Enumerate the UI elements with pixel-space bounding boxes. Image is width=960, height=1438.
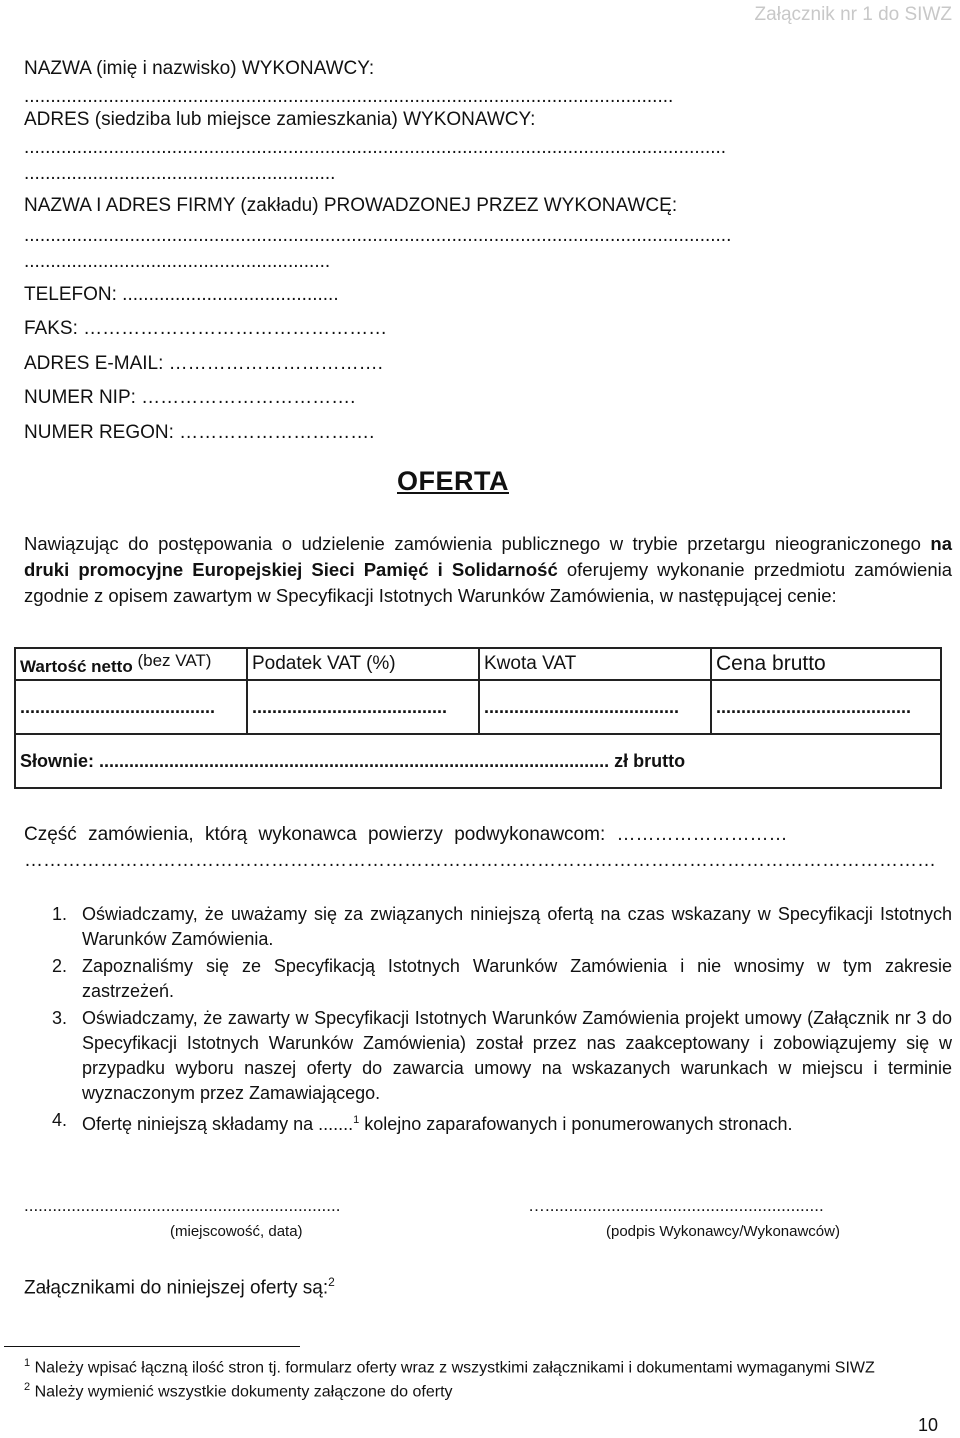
page-number: 10 [917,1415,938,1435]
declaration-item [52,1006,952,1106]
place-date-caption: (miejscowość, data) [170,1223,303,1240]
intro-text-2: oferujemy wykonanie przedmiotu zamówienia zgodnie z opisem zawartym w Specyfikacji Istotnych Warunków Zamówienia, w następującej cenie: [24,559,953,606]
attachments-label [24,1275,335,1299]
phone-label: TELEFON: ......................................... [24,284,339,305]
nip-label: NUMER NIP: ……………………………. [24,387,356,408]
contractor-address-dots: ..................................................................................................................................... [24,137,727,158]
declaration-text: Zapoznaliśmy się ze Specyfikacją Istotnych Warunków Zamówienia i nie wnosimy w tym zakresie zastrzeżeń. [82,956,952,1001]
intro-subject: na druki promocyjne Europejskiej Sieci Pamięć i Solidarność [24,533,952,580]
offer-title: OFERTA [397,466,509,496]
footnote-1 [24,1357,875,1377]
amount-in-words-cell[interactable]: Słownie: ...................................................................................................... zł brutto [15,734,941,788]
vat-amount-header: Kwota VAT [479,648,711,680]
declaration-text: Oświadczamy, że zawarty w Specyfikacji Istotnych Warunków Zamówienia projekt umowy (Załącznik nr 3 do Specyfikacji Istotnych Warunków Zamówienia) został przez nas zaakceptowany i zobowiązujemy się w przypadku wyboru naszej oferty do zawarcia umowy na wskazanych warunkach w miejscu i terminie wyznaczonym przez Zamawiającego. [82,1008,952,1103]
footnote-ref: 2 [328,1275,335,1289]
price-table [14,647,942,789]
footnote-number: 1 [24,1357,31,1369]
company-name-label: NAZWA I ADRES FIRMY (zakładu) PROWADZONEJ PRZEZ WYKONAWCĘ: [24,195,678,216]
intro-paragraph [24,531,952,609]
declaration-item [52,954,952,1004]
footnote-ref: 1 [353,1114,360,1126]
intro-text-1: Nawiązując do postępowania o udzielenie zamówienia publicznego w trybie przetargu nieograniczonego [24,533,931,554]
vat-rate-header: Podatek VAT (%) [247,648,479,680]
net-value-cell[interactable]: ....................................... [15,680,247,734]
company-name-dots-2: .......................................................... [24,251,331,272]
declaration-number: 2. [52,956,68,976]
footnote-text: Należy wymienić wszystkie dokumenty załączone do oferty [34,1383,453,1401]
vat-amount-cell[interactable]: ....................................... [479,680,711,734]
declarations-list [52,902,952,1139]
vat-rate-cell[interactable]: ....................................... [247,680,479,734]
declaration-text-end: kolejno zaparafowanych i ponumerowanych stronach. [359,1114,793,1134]
declaration-text: Ofertę niniejszą składamy na ....... [82,1114,354,1134]
fax-label: FAKS: ………………………………………… [24,318,388,339]
signature-dots: …........................................................... [528,1196,824,1215]
regon-label: NUMER REGON: …………………………. [24,422,375,443]
gross-price-header: Cena brutto [711,648,941,680]
gross-price-cell[interactable]: ....................................... [711,680,941,734]
footnote-divider [4,1346,300,1347]
declaration-text: Oświadczamy, że uważamy się za związanych niniejszą ofertą na czas wskazany w Specyfikacji Istotnych Warunków Zamówienia. [82,904,952,949]
attachments-text: Załącznikami do niniejszej oferty są: [24,1277,329,1299]
contractor-name-dots: ........................................................................................................................... [24,86,674,107]
contractor-name-label: NAZWA (imię i nazwisko) WYKONAWCY: [24,58,375,79]
net-value-header [15,648,247,680]
subcontract-dots: ……………………………………………………………………………………………………………………………… [24,850,936,871]
declaration-number: 4. [52,1110,68,1130]
footnote-number: 2 [24,1381,31,1393]
declaration-number: 1. [52,904,68,924]
signature-caption: (podpis Wykonawcy/Wykonawców) [606,1223,840,1240]
declaration-number: 3. [52,1008,68,1028]
declaration-item [52,1108,952,1137]
subcontract-label: Część zamówienia, którą wykonawca powierzy podwykonawcom: ……………………… [24,824,788,845]
declaration-item [52,902,952,952]
net-value-sup: (bez VAT) [137,651,212,670]
footnote-2 [24,1381,453,1401]
contractor-address-dots-2: ........................................................... [24,163,336,184]
footnote-text: Należy wpisać łączną ilość stron tj. formularz oferty wraz z wszystkimi załącznikami i dokumentami wymaganymi SIWZ [34,1359,875,1377]
company-name-dots: ...................................................................................................................................... [24,225,732,246]
email-label: ADRES E-MAIL: ……………………………. [24,353,383,374]
contractor-address-label: ADRES (siedziba lub miejsce zamieszkania) WYKONAWCY: [24,109,536,130]
net-value-label: Wartość netto [20,657,133,676]
place-date-dots: ................................................................... [24,1196,341,1215]
attachment-header: Załącznik nr 1 do SIWZ [754,4,952,25]
